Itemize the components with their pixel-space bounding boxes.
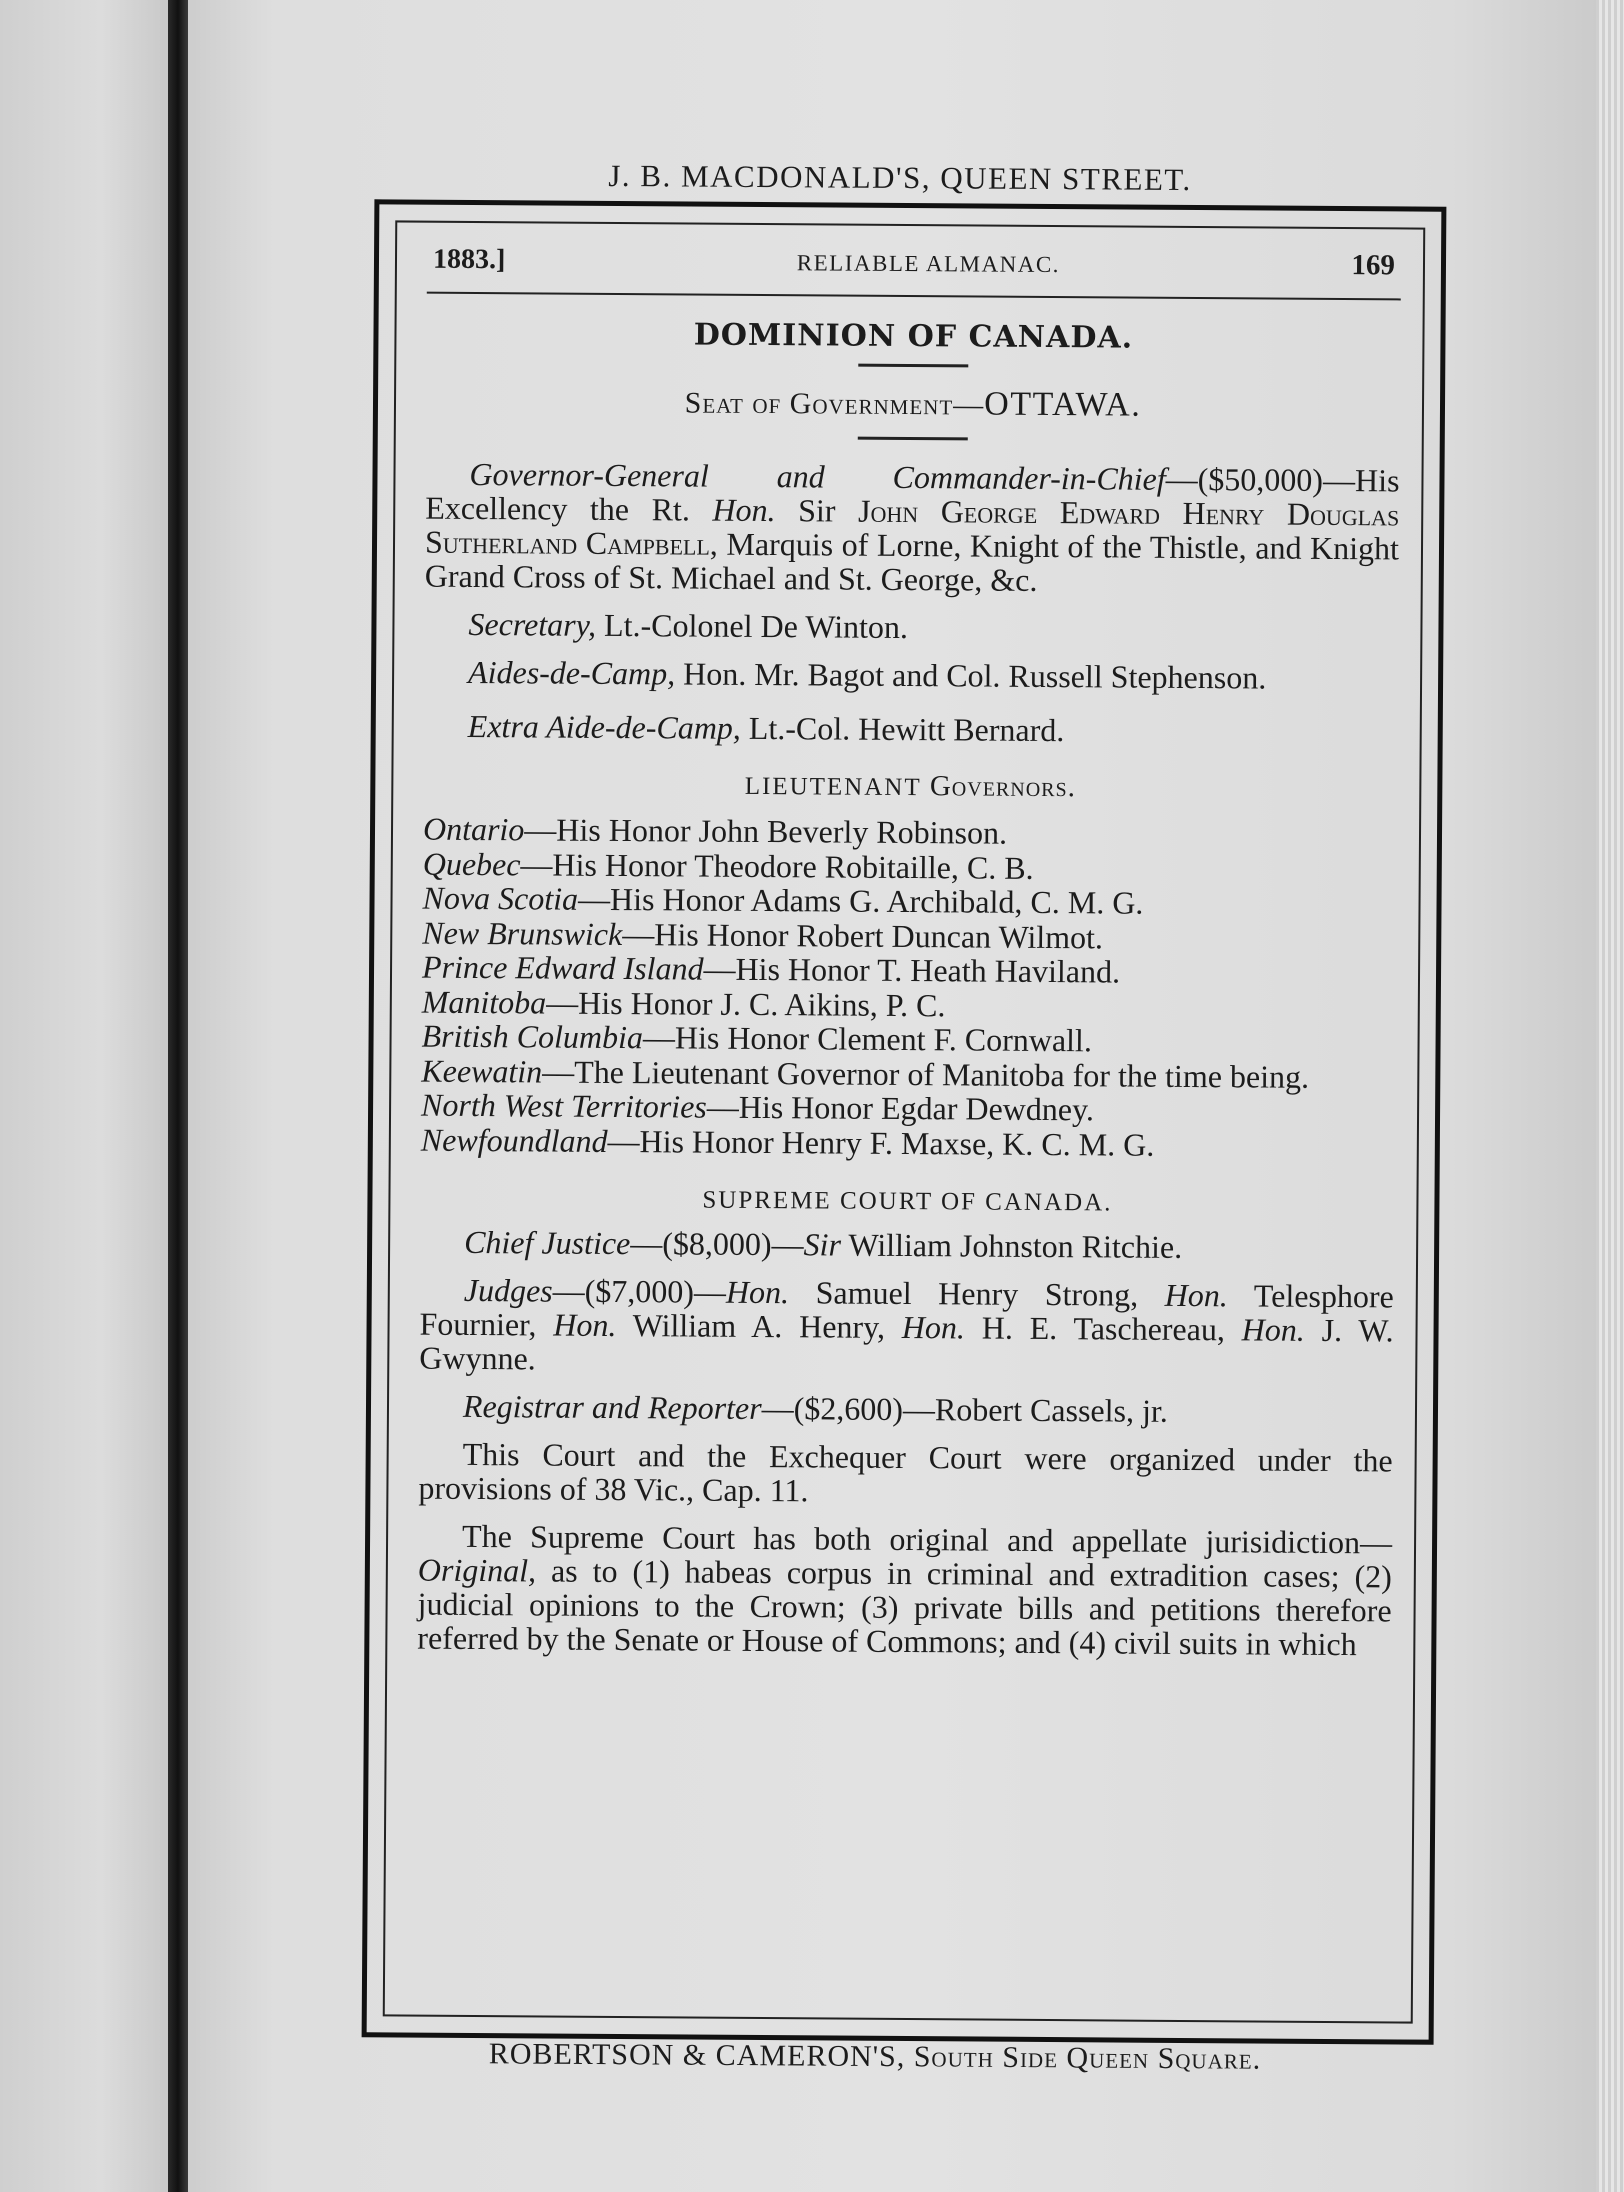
governor-text: —His Honor Henry F. Maxse, K. C. M. G. bbox=[607, 1122, 1155, 1163]
governor-text: —His Honor John Beverly Robinson. bbox=[524, 811, 1008, 851]
governor-text: —His Honor J. C. Aikins, P. C. bbox=[546, 984, 946, 1023]
hon-label: Hon. bbox=[725, 1273, 790, 1311]
header-title: RELIABLE ALMANAC. bbox=[796, 250, 1061, 278]
page-content bbox=[417, 243, 1401, 1662]
staff-extra-aide bbox=[424, 709, 1398, 750]
staff-aides bbox=[424, 655, 1398, 696]
governor-text: —His Honor Robert Duncan Wilmot. bbox=[622, 915, 1104, 955]
cj-sir: Sir bbox=[803, 1226, 842, 1263]
gg-text-b: Sir bbox=[775, 492, 859, 529]
judge-name: Telesphore Fournier, bbox=[419, 1277, 1394, 1343]
page-frame bbox=[362, 199, 1447, 2044]
heading-dash bbox=[858, 364, 968, 368]
province-name: Nova Scotia bbox=[422, 879, 579, 917]
staff-text: Hon. Mr. Bagot and Col. Russell Stephenson. bbox=[675, 655, 1267, 696]
province-name: Newfoundland bbox=[420, 1121, 608, 1159]
supreme-court-heading: SUPREME COURT OF CANADA. bbox=[702, 1186, 1113, 1217]
judges-salary: —($7,000)— bbox=[552, 1272, 727, 1310]
governor-text: —His Honor Adams G. Archibald, C. M. G. bbox=[577, 880, 1144, 921]
registrar-entry bbox=[419, 1389, 1393, 1430]
judges-entry bbox=[419, 1273, 1394, 1382]
cj-salary: —($8,000)— bbox=[630, 1225, 804, 1263]
bottom-name: ROBERTSON & CAMERON'S, bbox=[488, 2037, 906, 2074]
header-year: 1883.] bbox=[432, 243, 506, 276]
lt-heading-rest: Governors. bbox=[921, 770, 1077, 804]
gg-hon: Hon. bbox=[712, 491, 776, 529]
cj-title: Chief Justice bbox=[464, 1223, 631, 1262]
governor-text: —His Honor Clement F. Cornwall. bbox=[642, 1019, 1093, 1059]
governor-text: —His Honor T. Heath Haviland. bbox=[703, 950, 1121, 990]
facing-page-left bbox=[0, 0, 168, 2192]
province-name: New Brunswick bbox=[422, 914, 623, 952]
page-number: 169 bbox=[1351, 249, 1396, 282]
governor-text: —The Lieutenant Governor of Manitoba for the time being. bbox=[542, 1052, 1310, 1095]
governor-text: —His Honor Egdar Dewdney. bbox=[706, 1088, 1095, 1128]
cj-name: William Johnston Ritchie. bbox=[840, 1226, 1183, 1265]
lt-governors-heading bbox=[423, 767, 1397, 807]
gg-text-c: Marquis of Lorne, Knight of the Thistle, and Knight Grand Cross of St. Michael and St. George, &c. bbox=[424, 525, 1400, 598]
book-spine bbox=[168, 0, 188, 2192]
gg-title: Governor-General and Commander-in-Chief bbox=[469, 455, 1166, 497]
province-name: Prince Edward Island bbox=[421, 948, 704, 987]
jurisdiction-text-b: as to (1) habeas corpus in criminal and extradition cases; (2) judicial opinions to the Crown; (3) private bills and petitions therefore referred by the Senate or House of Commons; and (4) civil suits in which bbox=[417, 1552, 1392, 1663]
governor-text: —His Honor Theodore Robitaille, C. B. bbox=[520, 845, 1034, 886]
province-name: Ontario bbox=[422, 810, 525, 848]
page-header bbox=[427, 243, 1401, 283]
jurisdiction-original: Original, bbox=[417, 1551, 537, 1589]
province-name: Keewatin bbox=[421, 1052, 543, 1089]
registrar-text: —($2,600)—Robert Cassels, jr. bbox=[761, 1390, 1168, 1429]
staff-role: Aides-de-Camp, bbox=[468, 653, 676, 692]
judges-title: Judges bbox=[463, 1271, 553, 1309]
gg-text-a: —His Excellency the Rt. bbox=[425, 461, 1400, 528]
staff-role: Secretary, bbox=[468, 605, 597, 643]
court-note: This Court and the Exchequer Court were organized under the provisions of 38 Vic., Cap. 11. bbox=[418, 1435, 1393, 1509]
header-rule bbox=[427, 292, 1401, 301]
lt-heading-prefix: LIEUTENANT bbox=[744, 772, 922, 802]
seat-dash bbox=[858, 437, 968, 441]
seat-label: Seat of Government— bbox=[684, 386, 985, 422]
judge-name: William A. Henry, bbox=[616, 1306, 903, 1345]
running-head-top: J. B. MACDONALD'S, QUEEN STREET. bbox=[608, 157, 1192, 198]
jurisdiction-text-a: The Supreme Court has both original and appellate jurisidiction— bbox=[461, 1517, 1393, 1561]
governor-general-entry bbox=[425, 457, 1400, 600]
main-heading: DOMINION OF CANADA. bbox=[693, 317, 1134, 356]
judge-name: Samuel Henry Strong, bbox=[788, 1274, 1165, 1313]
province-name: Quebec bbox=[422, 845, 521, 882]
judge-name: J. W. Gwynne. bbox=[419, 1311, 1394, 1377]
chief-justice-entry bbox=[420, 1225, 1394, 1266]
hon-label: Hon. bbox=[901, 1308, 966, 1346]
hon-label: Hon. bbox=[553, 1306, 617, 1343]
page-edges bbox=[1596, 0, 1624, 2192]
province-name: North West Territories bbox=[420, 1086, 707, 1125]
hon-label: Hon. bbox=[1164, 1276, 1228, 1314]
staff-secretary bbox=[424, 607, 1398, 648]
registrar-title: Registrar and Reporter bbox=[462, 1387, 762, 1427]
province-name: Manitoba bbox=[421, 983, 547, 1020]
seat-city: OTTAWA. bbox=[984, 385, 1142, 424]
lt-governor-item bbox=[421, 1122, 1395, 1163]
hon-label: Hon. bbox=[1241, 1311, 1305, 1348]
judge-name: H. E. Taschereau, bbox=[964, 1309, 1242, 1348]
bottom-place: South Side Queen Square. bbox=[913, 2040, 1262, 2076]
gg-salary: —($50,000) bbox=[1165, 460, 1324, 498]
staff-text: Lt.-Col. Hewitt Bernard. bbox=[740, 709, 1065, 749]
seat-of-government bbox=[426, 382, 1400, 427]
staff-text: Lt.-Colonel De Winton. bbox=[595, 606, 909, 646]
jurisdiction-paragraph bbox=[417, 1519, 1392, 1662]
gg-name: John George Edward Henry Douglas Sutherland Campbell, bbox=[424, 492, 1400, 562]
province-name: British Columbia bbox=[421, 1017, 644, 1056]
staff-role: Extra Aide-de-Camp, bbox=[467, 707, 741, 746]
